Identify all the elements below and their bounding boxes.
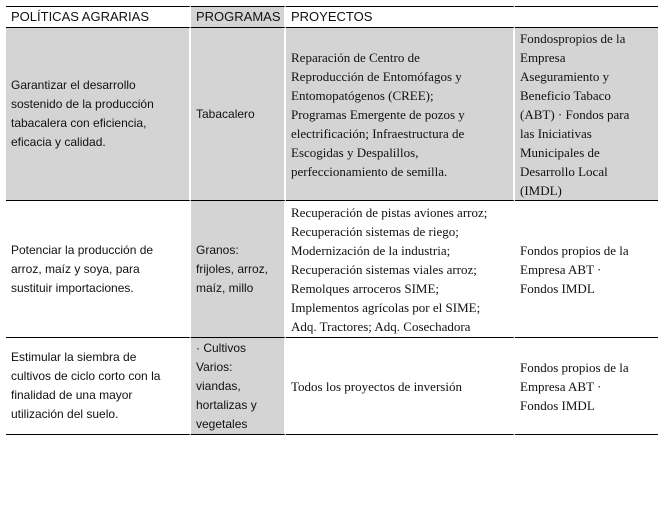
policy-cell: Potenciar la producción de arroz, maíz y soya, para sustituir importaciones. (6, 201, 191, 338)
projects-cell: Recuperación de pistas aviones arroz; Recuperación sistemas de riego; Modernización de la industria; Recuperación sistemas viales arroz; Remolques arroceros SIME; Implementos agrícolas por el SIME; Adq. Tractores; Adq. Cosechadora (286, 201, 515, 338)
funding-cell: Fondos propios de la Empresa ABT · Fondos IMDL (515, 338, 658, 435)
table-row (6, 201, 658, 338)
funding-cell: Fondospropios de la Empresa Aseguramiento y Beneficio Tabaco (ABT) · Fondos para las Iniciativas Municipales de Desarrollo Local (IMDL) (515, 28, 658, 201)
program-cell: Granos: frijoles, arroz, maíz, millo (191, 201, 286, 338)
funding-cell: Fondos propios de la Empresa ABT · Fondos IMDL (515, 201, 658, 338)
agrarian-policy-table (6, 6, 658, 435)
projects-cell: Reparación de Centro de Reproducción de Entomófagos y Entomopatógenos (CREE); Programas Emergente de pozos y electrificación; Infraestructura de Escogidas y Despalillos, perfeccionamiento de semilla. (286, 28, 515, 201)
header-fondos (515, 6, 658, 28)
policy-cell: Estimular la siembra de cultivos de ciclo corto con la finalidad de una mayor utilización del suelo. (6, 338, 191, 435)
program-cell: Tabacalero (191, 28, 286, 201)
header-politicas: POLÍTICAS AGRARIAS (6, 6, 191, 28)
table-row (6, 28, 658, 201)
projects-cell: Todos los proyectos de inversión (286, 338, 515, 435)
policy-cell: Garantizar el desarrollo sostenido de la producción tabacalera con eficiencia, eficacia y calidad. (6, 28, 191, 201)
table-header-row (6, 6, 658, 28)
table-row (6, 338, 658, 435)
header-programas: PROGRAMAS (191, 6, 286, 28)
document-page (6, 6, 658, 435)
header-proyectos: PROYECTOS (286, 6, 515, 28)
program-cell: · Cultivos Varios: viandas, hortalizas y vegetales (191, 338, 286, 435)
